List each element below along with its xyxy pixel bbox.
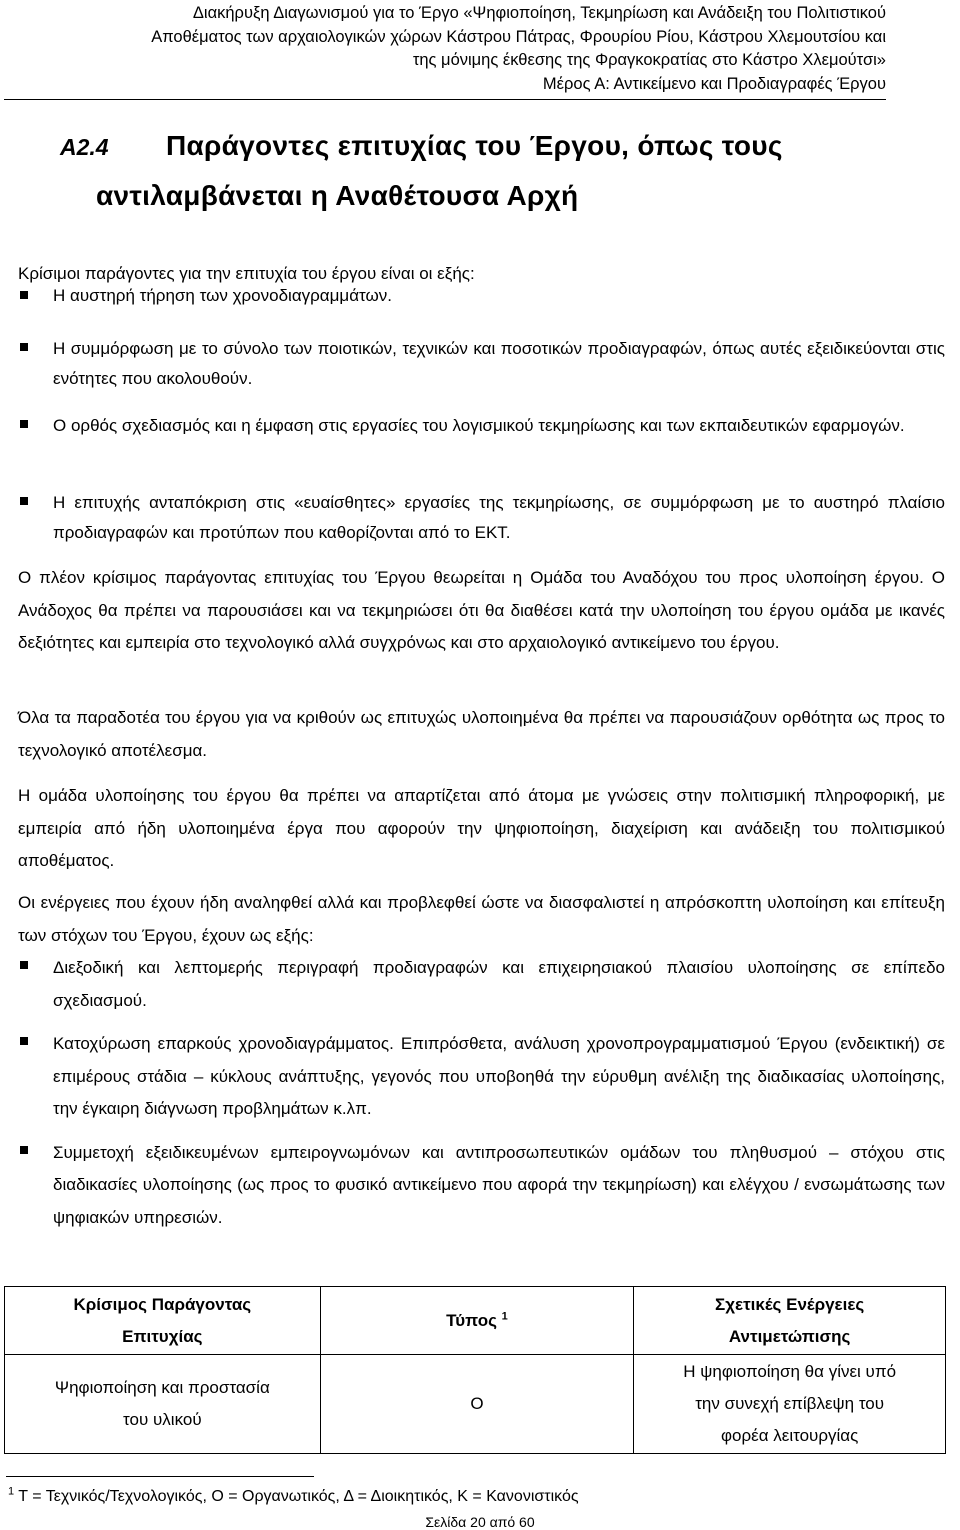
list-item-text: Συμμετοχή εξειδικευμένων εμπειρογνωμόνων και αντιπροσωπευτικών ομάδων του πληθυσμού – στόχου στις διαδικασίες υλοποίησης (ως προς το φυσικό αντικείμενο που αφορά την τεκμηρίωση) και ελέγχου / ενσωμάτωσης των ψηφιακών υπηρεσιών.	[53, 1142, 945, 1227]
list-item	[18, 334, 945, 394]
footnote-ref: 1	[501, 1309, 508, 1322]
header-text: Επιτυχίας	[122, 1326, 203, 1346]
list-item-text: Ο ορθός σχεδιασμός και η έμφαση στις εργασίες του λογισμικού τεκμηρίωσης και των εκπαιδευτικών εφαρμογών.	[53, 416, 905, 435]
cell-text: Η ψηφιοποίηση θα γίνει υπό	[683, 1362, 897, 1381]
header-line-1: Διακήρυξη Διαγωνισμού για το Έργο «Ψηφιοποίηση, Τεκμηρίωση και Ανάδειξη του Πολιτιστικού	[192, 4, 886, 22]
section-title-line-2: αντιλαμβάνεται η Αναθέτουσα Αρχή	[96, 180, 579, 211]
header-text: Αντιμετώπισης	[728, 1326, 851, 1346]
table-header-cell	[5, 1287, 321, 1355]
bullet-list-1	[18, 334, 945, 394]
header-line-4: Μέρος Α: Αντικείμενο και Προδιαγραφές Έργου	[542, 74, 886, 93]
paragraph-team: Ο πλέον κρίσιμος παράγοντας επιτυχίας του Έργου θεωρείται η Ομάδα του Αναδόχου του προς υλοποίηση έργου. Ο Ανάδοχος θα πρέπει να παρουσιάσει και να τεκμηριώσει ότι θα διαθέσει κατά την υλοποίηση του έργου ομάδα με ικανές δεξιότητες και εμπειρία στο τεχνολογικό αλλά συγχρόνως και στο αρχαιολογικό αντικείμενο του έργου.	[18, 568, 945, 652]
header-text: Κρίσιμος Παράγοντας	[73, 1294, 252, 1314]
paragraph-team-skills: Η ομάδα υλοποίησης του έργου θα πρέπει να απαρτίζεται από άτομα με γνώσεις στην πολιτισμική πληροφορική, με εμπειρία από ήδη υλοποιημένα έργα που αφορούν την ψηφιοποίηση, διαχείριση και ανάδειξη του πολιτισμικού αποθέματος.	[18, 786, 945, 870]
bullet-list-1	[18, 488, 945, 548]
page-number: Σελίδα 20 από 60	[425, 1514, 535, 1530]
cell-text: Ο	[470, 1394, 484, 1413]
header-line-2: Αποθέματος των αρχαιολογικών χώρων Κάστρου Πάτρας, Φρουρίου Ρίου, Κάστρου Χλεμουτσίου και	[151, 27, 886, 46]
table-row	[5, 1355, 946, 1454]
list-item-text: Κατοχύρωση επαρκούς χρονοδιαγράμματος. Επιπρόσθετα, ανάλυση χρονοπρογραμματισμού Έργου (ενδεικτική) σε επιμέρους στάδια – κύκλους ανάπτυξης, γεγονός που υποβοηθά την εύρυθμη ανέλιξη της διαδικασίας υλοποίησης, την έγκαιρη διάγνωση προβλημάτων κ.λπ.	[53, 1034, 945, 1118]
list-item-text: Διεξοδική και λεπτομερής περιγραφή προδιαγραφών και επιχειρησιακού πλαισίου υλοποίησης σε επίπεδο σχεδιασμού.	[53, 958, 945, 1010]
paragraph-deliverables: Όλα τα παραδοτέα του έργου για να κριθούν ως επιτυχώς υλοποιημένα θα πρέπει να παρουσιάζουν ορθότητα ως προς το τεχνολογικό αποτέλεσμα.	[18, 708, 945, 760]
success-factors-table	[4, 1286, 946, 1454]
section-title-line-1: Παράγοντες επιτυχίας του Έργου, όπως τους	[166, 130, 783, 161]
intro-text: Κρίσιμοι παράγοντες για την επιτυχία του έργου είναι οι εξής:	[18, 264, 475, 283]
list-item	[18, 282, 945, 309]
bullet-list-1	[18, 282, 945, 309]
section-number: Α2.4	[60, 134, 109, 160]
bullet-list-1	[18, 411, 945, 441]
list-item	[18, 952, 945, 1017]
cell-text: Ψηφιοποίηση και προστασία	[54, 1378, 270, 1397]
header-line-3: της μόνιμης έκθεσης της Φραγκοκρατίας στο Κάστρο Χλεμούτσι»	[412, 51, 886, 69]
table-header-row	[5, 1287, 946, 1355]
bullet-square-icon	[20, 291, 28, 299]
page-header	[4, 2, 886, 100]
list-item	[18, 488, 945, 548]
table-cell	[5, 1355, 321, 1454]
list-item-text: Η συμμόρφωση με το σύνολο των ποιοτικών, τεχνικών και ποσοτικών προδιαγραφών, όπως αυτές εξειδικεύονται στις ενότητες που ακολουθούν.	[53, 339, 945, 388]
bullet-square-icon	[20, 343, 28, 351]
cell-text: του υλικού	[123, 1410, 202, 1429]
footnote	[8, 1485, 579, 1506]
list-item	[18, 411, 945, 441]
bullet-square-icon	[20, 1146, 28, 1154]
list-item	[18, 1137, 945, 1235]
bullet-list-2	[18, 952, 945, 1245]
cell-text: την συνεχή επίβλεψη του	[695, 1394, 885, 1413]
header-text: Τύπος	[446, 1310, 497, 1330]
bullet-square-icon	[20, 961, 28, 969]
footnote-mark: 1	[8, 1485, 15, 1498]
list-item	[18, 1028, 945, 1126]
footnote-text: Τ = Τεχνικός/Τεχνολογικός, Ο = Οργανωτικός, Δ = Διοικητικός, Κ = Κανονιστικός	[14, 1488, 579, 1505]
table-cell	[320, 1355, 634, 1454]
footnote-separator	[6, 1476, 314, 1477]
bullet-square-icon	[20, 497, 28, 505]
bullet-square-icon	[20, 1037, 28, 1045]
bullet-square-icon	[20, 420, 28, 428]
paragraph-actions-intro: Οι ενέργειες που έχουν ήδη αναληφθεί αλλά και προβλεφθεί ώστε να διασφαλιστεί η απρόσκοπτη υλοποίηση και επίτευξη των στόχων του Έργου, έχουν ως εξής:	[18, 893, 945, 945]
table-cell	[634, 1355, 946, 1454]
list-item-text: Η επιτυχής ανταπόκριση στις «ευαίσθητες» εργασίες της τεκμηρίωσης, σε συμμόρφωση με το αυστηρό πλαίσιο προδιαγραφών και προτύπων που καθορίζονται από το ΕΚΤ.	[53, 493, 945, 542]
table-header-cell	[320, 1287, 634, 1355]
table-header-cell	[634, 1287, 946, 1355]
list-item-text: Η αυστηρή τήρηση των χρονοδιαγραμμάτων.	[53, 286, 393, 305]
header-text: Σχετικές Ενέργειες	[715, 1294, 865, 1314]
cell-text: φορέα λειτουργίας	[720, 1426, 859, 1445]
